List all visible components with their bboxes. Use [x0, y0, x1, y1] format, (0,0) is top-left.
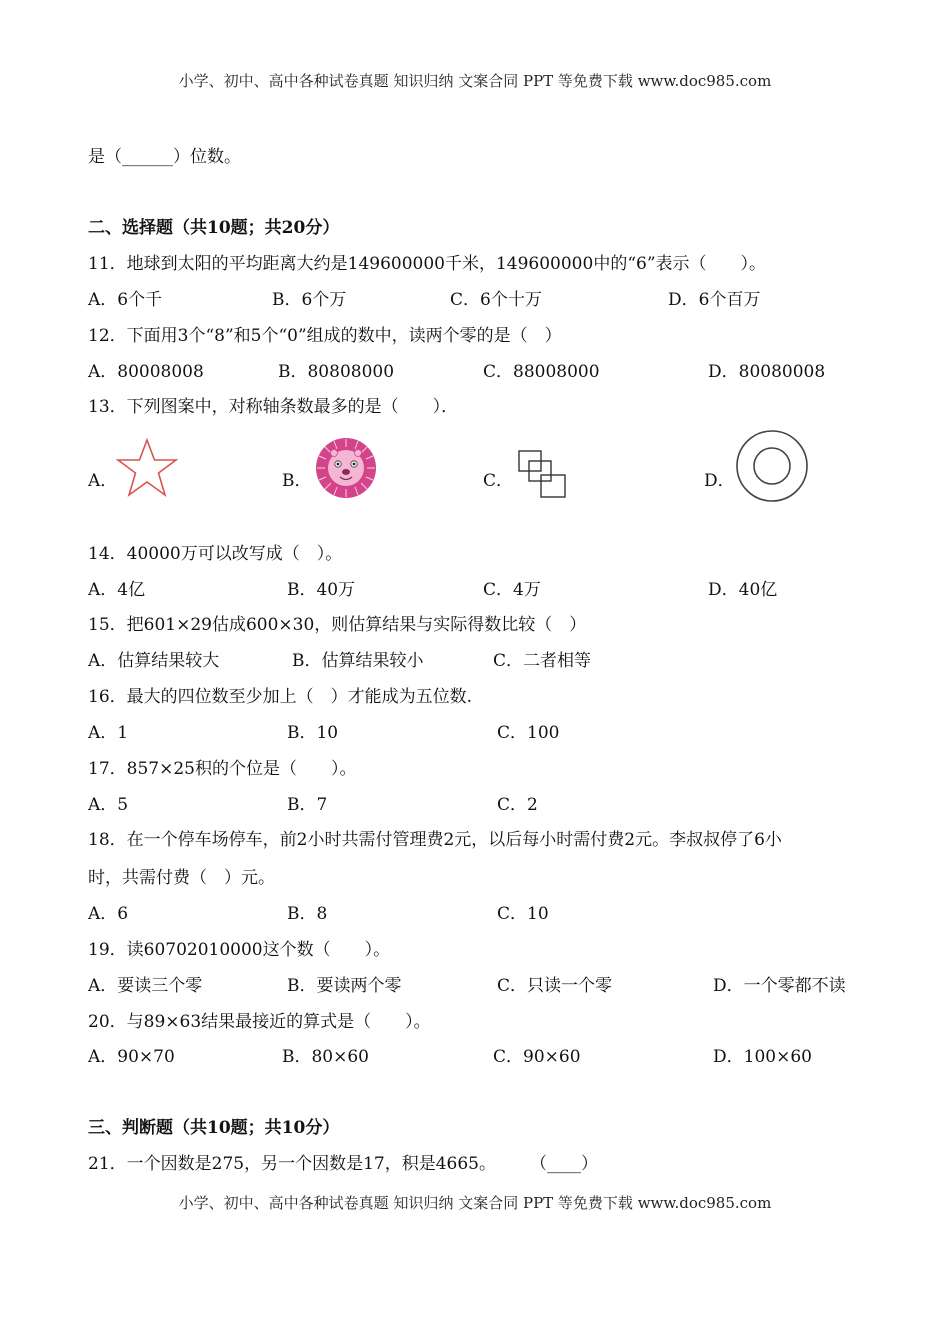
q15-option-c[interactable]: C．二者相等 [493, 651, 592, 671]
page-footer: 小学、初中、高中各种试卷真题 知识归纳 文案合同 PPT 等免费下载 www.doc985.com [178, 1194, 772, 1212]
q17-option-a[interactable]: A．5 [88, 795, 129, 815]
concentric-circles-icon[interactable] [732, 428, 812, 504]
q13-option-c[interactable]: C． [483, 471, 514, 491]
q14-option-c[interactable]: C．4万 [483, 580, 541, 600]
question-15: 15．把601×29估成600×30，则估算结果与实际得数比较（ ） [88, 615, 587, 635]
question-12: 12．下面用3个“8”和5个“0”组成的数中，读两个零的是（ ） [88, 326, 562, 346]
q18-option-a[interactable]: A．6 [88, 904, 129, 924]
q13-option-b[interactable]: B． [282, 471, 312, 491]
q16-option-b[interactable]: B．10 [287, 723, 339, 743]
question-11: 11．地球到太阳的平均距离大约是149600000千米，149600000中的“6”表示（ ）。 [88, 254, 767, 274]
q12-option-d[interactable]: D．80080008 [708, 362, 826, 382]
q12-option-c[interactable]: C．88008000 [483, 362, 600, 382]
question-18-line-1: 18．在一个停车场停车，前2小时共需付管理费2元，以后每小时需付费2元。李叔叔停了6小 [88, 830, 782, 850]
q12-option-a[interactable]: A．80008008 [88, 362, 204, 382]
q13-option-a[interactable]: A． [88, 471, 118, 491]
q15-option-b[interactable]: B．估算结果较小 [292, 651, 424, 671]
q19-option-b[interactable]: B．要读两个零 [287, 976, 402, 996]
section-2-title: 二、选择题（共10题；共20分） [88, 218, 340, 238]
overlapping-squares-icon[interactable] [516, 449, 570, 501]
carryover-text: 是（______）位数。 [88, 147, 241, 167]
q20-option-d[interactable]: D．100×60 [713, 1047, 812, 1067]
question-18-line-2: 时，共需付费（ ）元。 [88, 868, 275, 888]
q14-option-d[interactable]: D．40亿 [708, 580, 778, 600]
q18-option-c[interactable]: C．10 [497, 904, 549, 924]
q20-option-b[interactable]: B．80×60 [282, 1047, 370, 1067]
q11-option-a[interactable]: A．6个千 [88, 290, 163, 310]
q14-option-b[interactable]: B．40万 [287, 580, 356, 600]
q20-option-a[interactable]: A．90×70 [88, 1047, 175, 1067]
q15-option-a[interactable]: A．估算结果较大 [88, 651, 220, 671]
q11-option-c[interactable]: C．6个十万 [450, 290, 542, 310]
question-14: 14．40000万可以改写成（ ）。 [88, 544, 343, 564]
q19-option-a[interactable]: A．要读三个零 [88, 976, 203, 996]
star-icon[interactable] [114, 437, 180, 499]
question-21: 21．一个因数是275，另一个因数是17，积是4665。 （____） [88, 1154, 598, 1174]
section-3-title: 三、判断题（共10题；共10分） [88, 1118, 340, 1138]
question-16: 16．最大的四位数至少加上（ ）才能成为五位数. [88, 687, 473, 707]
q17-option-b[interactable]: B．7 [287, 795, 328, 815]
page-header: 小学、初中、高中各种试卷真题 知识归纳 文案合同 PPT 等免费下载 www.doc985.com [178, 72, 772, 90]
q19-option-c[interactable]: C．只读一个零 [497, 976, 613, 996]
q20-option-c[interactable]: C．90×60 [493, 1047, 581, 1067]
q18-option-b[interactable]: B．8 [287, 904, 328, 924]
q17-option-c[interactable]: C．2 [497, 795, 538, 815]
question-19: 19．读60702010000这个数（ ）。 [88, 940, 391, 960]
q14-option-a[interactable]: A．4亿 [88, 580, 146, 600]
q12-option-b[interactable]: B．80808000 [278, 362, 395, 382]
q19-option-d[interactable]: D．一个零都不读 [713, 976, 846, 996]
q16-option-c[interactable]: C．100 [497, 723, 560, 743]
q13-option-d[interactable]: D． [704, 471, 735, 491]
q16-option-a[interactable]: A．1 [88, 723, 129, 743]
question-17: 17．857×25积的个位是（ ）。 [88, 759, 357, 779]
q11-option-b[interactable]: B．6个万 [272, 290, 347, 310]
q11-option-d[interactable]: D．6个百万 [668, 290, 761, 310]
question-13: 13．下列图案中，对称轴条数最多的是（ ）． [88, 397, 459, 417]
question-20: 20．与89×63结果最接近的算式是（ ）。 [88, 1012, 431, 1032]
lion-face-icon[interactable] [314, 437, 378, 499]
